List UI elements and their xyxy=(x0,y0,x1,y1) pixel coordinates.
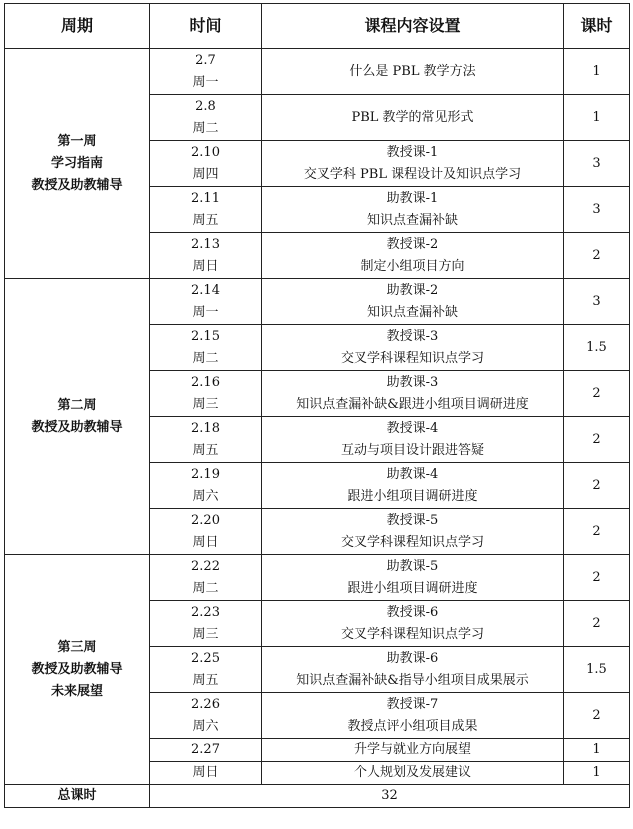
session-content xyxy=(262,371,564,417)
week-label-line: 学习指南 xyxy=(50,155,103,171)
session-day: 周二 xyxy=(192,580,219,596)
session-date: 2.10 xyxy=(191,144,220,160)
session-content-line: 什么是 PBL 教学方法 xyxy=(349,63,476,79)
session-content xyxy=(262,49,564,95)
session-content-line: 互动与项目设计跟进答疑 xyxy=(340,442,484,458)
session-hours: 1 xyxy=(564,49,630,95)
session-content xyxy=(262,187,564,233)
session-day: 周二 xyxy=(192,350,219,366)
session-day: 周一 xyxy=(192,74,219,90)
session-content-line: 知识点查漏补缺 xyxy=(366,304,458,320)
week-label xyxy=(5,49,150,279)
session-day: 周日 xyxy=(192,258,219,274)
session-content-line: 知识点查漏补缺&指导小组项目成果展示 xyxy=(296,672,529,688)
session-time xyxy=(150,141,262,187)
session-content xyxy=(262,647,564,693)
session-day: 周六 xyxy=(192,718,219,734)
session-date: 2.20 xyxy=(191,512,220,528)
session-content-line: 教授点评小组项目成果 xyxy=(347,718,478,734)
session-day: 周日 xyxy=(192,534,219,550)
session-hours: 3 xyxy=(564,279,630,325)
session-time xyxy=(150,325,262,371)
session-time xyxy=(150,509,262,555)
session-time xyxy=(150,555,262,601)
session-date: 2.7 xyxy=(195,52,216,68)
session-content-line: 跟进小组项目调研进度 xyxy=(347,488,478,504)
session-day: 周一 xyxy=(192,304,219,320)
session-content-line: 交叉学科课程知识点学习 xyxy=(340,350,484,366)
session-content xyxy=(262,555,564,601)
session-day: 周三 xyxy=(192,626,219,642)
session-day: 周三 xyxy=(192,396,219,412)
session-content xyxy=(262,601,564,647)
session-hours: 2 xyxy=(564,463,630,509)
session-content-line: 制定小组项目方向 xyxy=(360,258,465,274)
week-label xyxy=(5,279,150,555)
session-time xyxy=(150,95,262,141)
session-content xyxy=(262,95,564,141)
session-hours: 2 xyxy=(564,555,630,601)
header-hours: 课时 xyxy=(564,4,630,49)
session-content-line: 助教课-3 xyxy=(386,374,439,390)
session-day: 周五 xyxy=(192,442,219,458)
session-content-line: 教授课-4 xyxy=(386,420,439,436)
session-content xyxy=(262,233,564,279)
session-date: 2.15 xyxy=(191,328,220,344)
week-label-line: 教授及助教辅导 xyxy=(31,419,123,435)
session-time xyxy=(150,233,262,279)
session-content xyxy=(262,279,564,325)
session-date: 2.23 xyxy=(191,604,220,620)
session-content xyxy=(262,141,564,187)
week-label-line: 第一周 xyxy=(57,133,97,149)
session-hours: 1 xyxy=(564,739,630,762)
session-content-line: 知识点查漏补缺 xyxy=(366,212,458,228)
session-date: 2.18 xyxy=(191,420,220,436)
session-content-line: 助教课-4 xyxy=(386,466,439,482)
week-label-line: 第二周 xyxy=(57,397,97,413)
course-schedule-table xyxy=(4,3,630,808)
session-time xyxy=(150,279,262,325)
session-day: 周五 xyxy=(192,672,219,688)
session-content-line: 教授课-3 xyxy=(386,328,439,344)
session-content-line: 教授课-1 xyxy=(386,144,439,160)
session-content-line: 教授课-7 xyxy=(386,696,439,712)
session-content xyxy=(262,693,564,739)
session-content-line: 助教课-6 xyxy=(386,650,439,666)
header-row xyxy=(5,4,630,49)
session-hours: 3 xyxy=(564,187,630,233)
session-time xyxy=(150,601,262,647)
session-content-line: 教授课-5 xyxy=(386,512,439,528)
session-hours: 1 xyxy=(564,95,630,141)
session-content-line: 助教课-1 xyxy=(386,190,439,206)
session-time xyxy=(150,693,262,739)
session-day: 周二 xyxy=(192,120,219,136)
total-label: 总课时 xyxy=(5,785,150,808)
session-hours: 3 xyxy=(564,141,630,187)
session-content: 个人规划及发展建议 xyxy=(262,762,564,785)
session-date: 2.22 xyxy=(191,558,220,574)
session-content-line: PBL 教学的常见形式 xyxy=(351,109,474,125)
session-date: 2.26 xyxy=(191,696,220,712)
session-content-line: 知识点查漏补缺&跟进小组项目调研进度 xyxy=(296,396,529,412)
week-label xyxy=(5,555,150,785)
week-label-line: 未来展望 xyxy=(50,683,103,699)
session-content xyxy=(262,325,564,371)
session-hours: 2 xyxy=(564,601,630,647)
session-hours: 2 xyxy=(564,233,630,279)
session-day: 周四 xyxy=(192,166,219,182)
session-content-line: 交叉学科课程知识点学习 xyxy=(340,534,484,550)
session-content: 升学与就业方向展望 xyxy=(262,739,564,762)
session-hours: 2 xyxy=(564,693,630,739)
session-date: 2.11 xyxy=(191,190,220,206)
session-content-line: 助教课-2 xyxy=(386,282,439,298)
header-time: 时间 xyxy=(150,4,262,49)
session-day: 周六 xyxy=(192,488,219,504)
week-label-line: 教授及助教辅导 xyxy=(31,661,123,677)
header-week: 周期 xyxy=(5,4,150,49)
session-time xyxy=(150,49,262,95)
session-hours: 2 xyxy=(564,417,630,463)
total-row xyxy=(5,785,630,808)
week-label-line: 第三周 xyxy=(57,639,97,655)
session-hours: 1 xyxy=(564,762,630,785)
session-content xyxy=(262,509,564,555)
session-date: 2.14 xyxy=(191,282,220,298)
session-date: 2.19 xyxy=(191,466,220,482)
session-content-line: 教授课-6 xyxy=(386,604,439,620)
session-content-line: 交叉学科课程知识点学习 xyxy=(340,626,484,642)
session-date: 2.13 xyxy=(191,236,220,252)
session-content-line: 跟进小组项目调研进度 xyxy=(347,580,478,596)
total-value: 32 xyxy=(150,785,630,808)
session-content-line: 交叉学科 PBL 课程设计及知识点学习 xyxy=(303,166,522,182)
week-label-line: 教授及助教辅导 xyxy=(31,177,123,193)
session-date: 2.16 xyxy=(191,374,220,390)
session-date: 2.27 xyxy=(150,739,262,762)
session-hours: 1.5 xyxy=(564,647,630,693)
session-hours: 2 xyxy=(564,509,630,555)
session-date: 2.8 xyxy=(195,98,216,114)
session-time xyxy=(150,371,262,417)
session-time xyxy=(150,417,262,463)
session-hours: 2 xyxy=(564,371,630,417)
session-day: 周五 xyxy=(192,212,219,228)
header-content: 课程内容设置 xyxy=(262,4,564,49)
session-day: 周日 xyxy=(150,762,262,785)
session-content xyxy=(262,417,564,463)
session-date: 2.25 xyxy=(191,650,220,666)
session-time xyxy=(150,463,262,509)
schedule-row xyxy=(5,555,630,601)
session-content xyxy=(262,463,564,509)
session-time xyxy=(150,647,262,693)
session-hours: 1.5 xyxy=(564,325,630,371)
schedule-row xyxy=(5,279,630,325)
session-time xyxy=(150,187,262,233)
schedule-row xyxy=(5,49,630,95)
session-content-line: 教授课-2 xyxy=(386,236,439,252)
schedule-body xyxy=(5,49,630,808)
session-content-line: 助教课-5 xyxy=(386,558,439,574)
